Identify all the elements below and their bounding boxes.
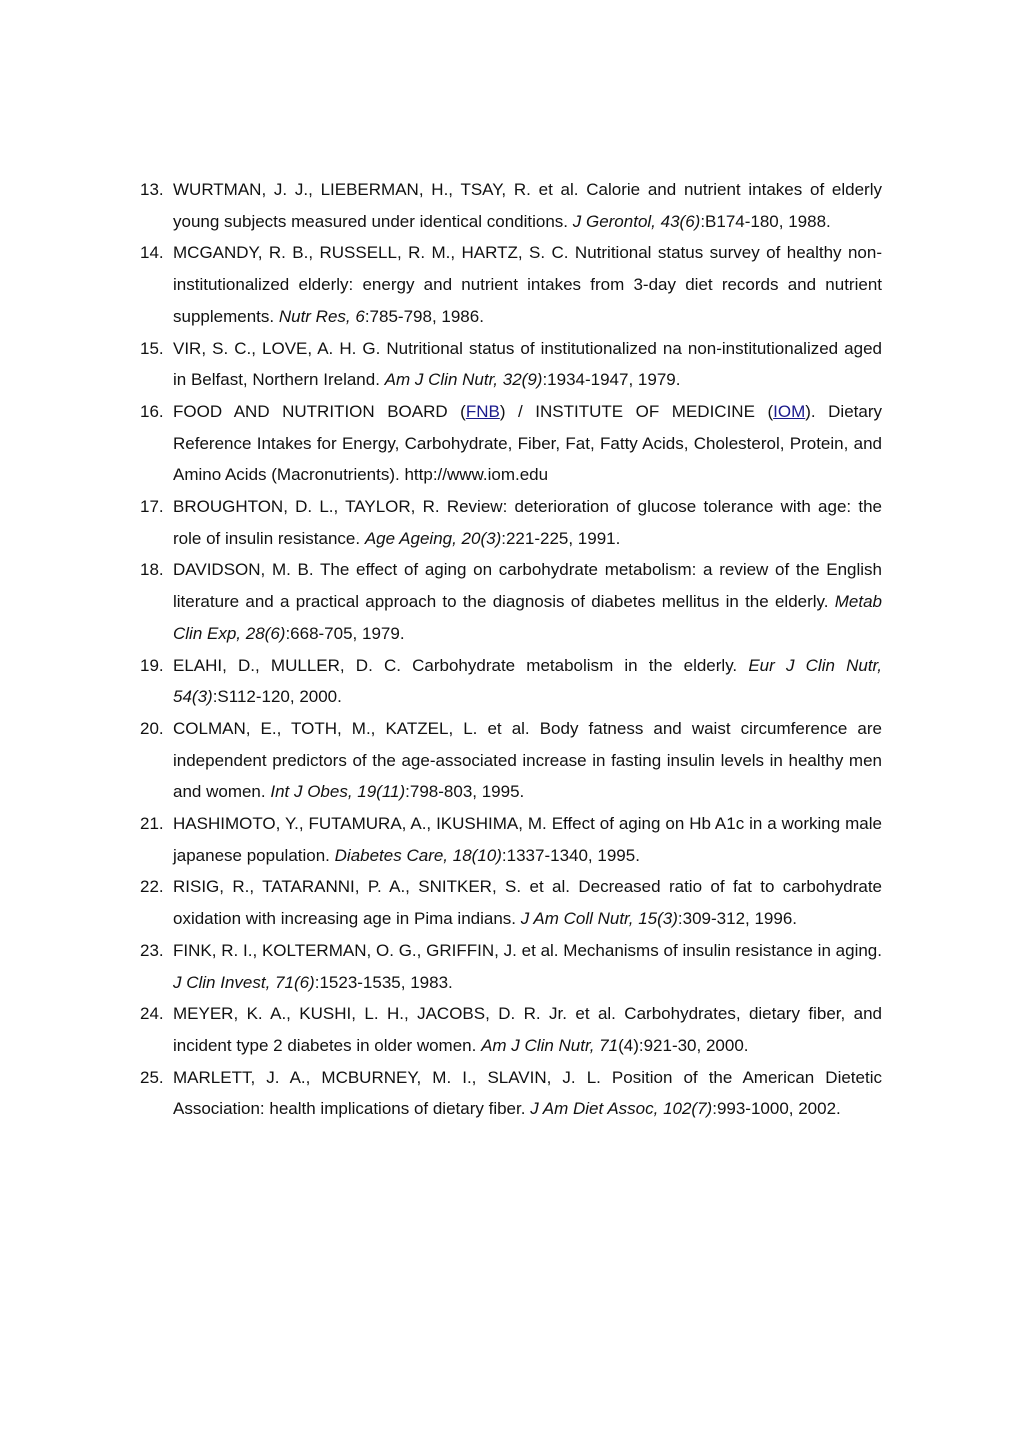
journal-citation: Am J Clin Nutr, 32(9) <box>384 370 543 390</box>
reference-link[interactable]: IOM <box>773 401 806 421</box>
reference-text-segment: :221-225, 1991. <box>501 528 621 548</box>
reference-number: 18. <box>140 560 164 580</box>
reference-number: 24. <box>140 1004 164 1024</box>
reference-text <box>173 491 882 554</box>
journal-citation: J Am Diet Assoc, 102(7) <box>530 1099 713 1119</box>
reference-number: 15. <box>140 338 164 358</box>
reference-text-segment: :785-798, 1986. <box>364 306 484 326</box>
reference-text-segment: MCGANDY, R. B., RUSSELL, R. M., HARTZ, S. C. Nutritional status survey of healthy non-institutionalized elderly: energy and nutrient intakes from 3-day diet records and nutrient supplements. <box>173 243 882 326</box>
reference-text-segment: :S112-120, 2000. <box>212 687 342 707</box>
reference-text-segment: :1934-1947, 1979. <box>542 370 681 390</box>
reference-text <box>173 713 882 808</box>
reference-text-segment: :1523-1535, 1983. <box>314 972 453 992</box>
reference-text-segment: :B174-180, 1988. <box>700 211 831 231</box>
reference-number: 16. <box>140 401 164 421</box>
reference-item <box>140 998 882 1061</box>
journal-citation: Age Ageing, 20(3) <box>364 528 502 548</box>
reference-number: 21. <box>140 814 164 834</box>
reference-item <box>140 491 882 554</box>
reference-text-segment: MEYER, K. A., KUSHI, L. H., JACOBS, D. R. Jr. et al. Carbohydrates, dietary fiber, and incident type 2 diabetes in older women. <box>173 1004 882 1055</box>
reference-item <box>140 1062 882 1125</box>
journal-citation: Am J Clin Nutr, 71 <box>481 1035 619 1055</box>
reference-text <box>173 396 882 491</box>
reference-text-segment: :668-705, 1979. <box>285 623 405 643</box>
reference-text-segment: WURTMAN, J. J., LIEBERMAN, H., TSAY, R. et al. Calorie and nutrient intakes of elderly young subjects measured under identical conditions. <box>173 180 882 231</box>
reference-text-segment: :1337-1340, 1995. <box>501 845 640 865</box>
reference-item <box>140 237 882 332</box>
reference-item <box>140 871 882 934</box>
journal-citation: J Clin Invest, 71(6) <box>173 972 315 992</box>
reference-number: 20. <box>140 718 164 738</box>
journal-citation: Int J Obes, 19(11) <box>270 782 406 802</box>
journal-citation: Diabetes Care, 18(10) <box>334 845 502 865</box>
journal-citation: J Am Coll Nutr, 15(3) <box>520 909 678 929</box>
journal-citation: J Gerontol, 43(6) <box>572 211 701 231</box>
journal-citation: Metab Clin Exp, 28(6) <box>173 592 882 643</box>
reference-text-segment: (4):921-30, 2000. <box>618 1035 749 1055</box>
reference-item <box>140 333 882 396</box>
reference-number: 23. <box>140 940 164 960</box>
reference-text-segment: RISIG, R., TATARANNI, P. A., SNITKER, S. et al. Decreased ratio of fat to carbohydrate oxidation with increasing age in Pima indians. <box>173 877 882 929</box>
reference-text <box>173 554 882 649</box>
reference-text-segment: BROUGHTON, D. L., TAYLOR, R. Review: deterioration of glucose tolerance with age: the role of insulin resistance. <box>173 497 882 548</box>
reference-text <box>173 650 882 713</box>
reference-link[interactable]: FNB <box>465 401 500 421</box>
reference-number: 25. <box>140 1067 164 1087</box>
reference-text <box>173 1062 882 1125</box>
reference-item <box>140 935 882 998</box>
reference-text <box>173 998 882 1061</box>
reference-number: 13. <box>140 180 164 199</box>
reference-text <box>173 237 882 332</box>
reference-list <box>140 174 882 1125</box>
reference-text <box>173 174 882 237</box>
reference-item <box>140 650 882 713</box>
reference-item <box>140 808 882 871</box>
reference-text <box>173 333 882 396</box>
reference-text-segment: ELAHI, D., MULLER, D. C. Carbohydrate metabolism in the elderly. <box>173 655 749 675</box>
reference-item <box>140 713 882 808</box>
reference-text-segment: :993-1000, 2002. <box>712 1099 841 1119</box>
reference-text <box>173 935 882 998</box>
reference-item <box>140 174 882 237</box>
reference-text-segment: ). Dietary Reference Intakes for Energy, Carbohydrate, Fiber, Fat, Fatty Acids, Cholesterol, Protein, and Amino Acids (Macronutrients). http://www.iom.edu <box>173 401 882 485</box>
journal-citation: Nutr Res, 6 <box>278 306 365 326</box>
reference-text <box>173 871 882 934</box>
reference-text-segment: :798-803, 1995. <box>405 782 525 802</box>
reference-item <box>140 554 882 649</box>
reference-number: 14. <box>140 243 164 263</box>
reference-text-segment: ) / INSTITUTE OF MEDICINE ( <box>499 401 774 421</box>
reference-text <box>173 808 882 871</box>
reference-item <box>140 396 882 491</box>
reference-text-segment: FINK, R. I., KOLTERMAN, O. G., GRIFFIN, J. et al. Mechanisms of insulin resistance in aging. <box>173 940 882 960</box>
reference-text-segment: VIR, S. C., LOVE, A. H. G. Nutritional status of institutionalized na non-institutionalized aged in Belfast, Northern Ireland. <box>173 338 882 390</box>
reference-text-segment: FOOD AND NUTRITION BOARD ( <box>173 401 466 421</box>
journal-citation: Eur J Clin Nutr, 54(3) <box>173 655 883 707</box>
reference-text-segment: MARLETT, J. A., MCBURNEY, M. I., SLAVIN, J. L. Position of the American Dietetic Association: health implications of dietary fiber. <box>173 1067 882 1119</box>
reference-text-segment: COLMAN, E., TOTH, M., KATZEL, L. et al. Body fatness and waist circumference are independent predictors of the age-associated increase in fasting insulin levels in healthy men and women. <box>173 718 882 802</box>
reference-text-segment: :309-312, 1996. <box>677 909 798 929</box>
reference-text-segment: DAVIDSON, M. B. The effect of aging on carbohydrate metabolism: a review of the English literature and a practical approach to the diagnosis of diabetes mellitus in the elderly. <box>173 560 882 612</box>
reference-text-segment: HASHIMOTO, Y., FUTAMURA, A., IKUSHIMA, M. Effect of aging on Hb A1c in a working male japanese population. <box>173 814 882 865</box>
reference-number: 17. <box>140 497 164 517</box>
reference-number: 19. <box>140 655 164 675</box>
reference-number: 22. <box>140 877 164 897</box>
